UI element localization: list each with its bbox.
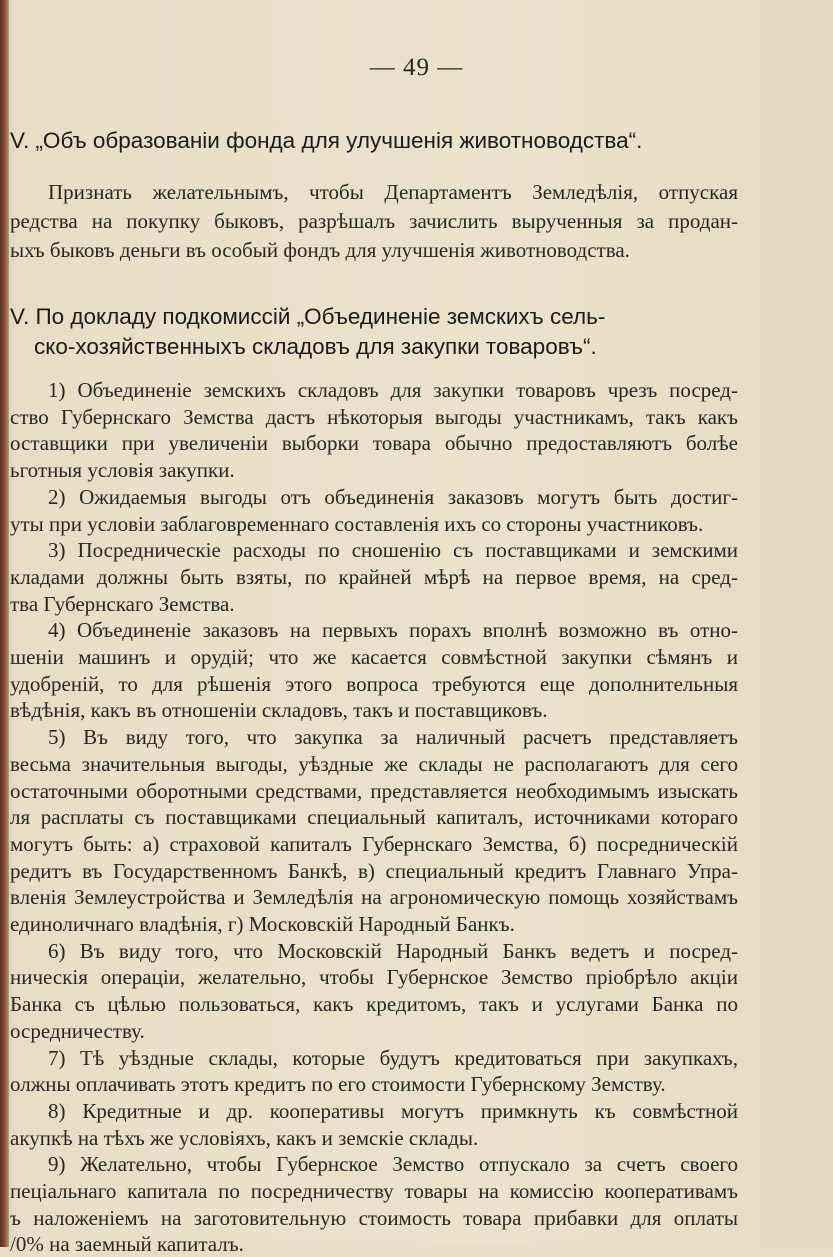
text-line: осредничеству. — [10, 1018, 145, 1043]
text-line: 3) Посредническіе расходы по сношенію съ поставщиками и земскими — [48, 538, 738, 563]
text-line: Банка съ цѣлью пользоваться, какъ кредитомъ, такъ и услугами Банка по — [10, 992, 738, 1017]
text-line: остаточными оборотными средствами, представляется необходимымъ изыскать — [10, 778, 738, 803]
section-heading-warehouses-line1: V. По докладу подкомиссій „Объединеніе земскихъ сель- — [10, 304, 606, 329]
section-heading-fund — [10, 128, 810, 158]
text-line: 7) Тѣ уѣздные склады, которые будутъ кредитоваться при закупкахъ, — [48, 1045, 738, 1070]
text-line: 5) Въ виду того, что закупка за наличный расчетъ представляетъ — [48, 725, 738, 750]
text-line: вѣдѣнія, какъ въ отношеніи складовъ, такъ и поставщиковъ. — [10, 698, 548, 723]
text-line: кладами должны быть взяты, по крайней мѣрѣ на первое время, на сред- — [10, 564, 738, 589]
section-heading-warehouses-line2: ско-хозяйственныхъ складовъ для закупки товаровъ“. — [34, 334, 597, 359]
text-line: редства на покупку быковъ, разрѣшалъ зачислить вырученныя за продан- — [10, 209, 738, 233]
text-line: редитъ въ Государственномъ Банкѣ, в) специальный кредитъ Главнаго Упра- — [10, 858, 738, 883]
text-line: 2) Ожидаемыя выгоды отъ объединенія заказовъ могутъ быть достиг- — [48, 484, 738, 509]
text-line: Признать желательнымъ, чтобы Департаментъ Земледѣлія, отпуская — [48, 180, 738, 204]
text-line: ыхъ быковъ деньги въ особый фондъ для улучшенія животноводства. — [10, 238, 630, 262]
text-line: уты при условіи заблаговременнаго составленія ихъ со стороны участниковъ. — [10, 511, 704, 536]
text-line: 4) Объединеніе заказовъ на первыхъ порахъ вполнѣ возможно въ отно- — [48, 618, 738, 643]
text-line: олжны оплачивать этотъ кредитъ по его стоимости Губернскому Земству. — [10, 1072, 666, 1097]
text-line: /0% на заемный капиталъ. — [10, 1232, 244, 1257]
text-line: пеціальнаго капитала по посредничеству товары на комиссію кооперативамъ — [10, 1179, 738, 1203]
text-line: ъ наложеніемъ на заготовительную стоимость товара прибавки для оплаты — [10, 1205, 738, 1230]
text-line: шеніи машинъ и орудій; что же касается совмѣстной закупки сѣмянъ и — [10, 645, 738, 669]
text-line: 6) Въ виду того, что Московскій Народный Банкъ ведетъ и посред- — [48, 938, 738, 963]
text-line: могутъ быть: а) страховой капиталъ Губернскаго Земства, б) посредническій — [10, 831, 738, 856]
text-line: весьма значительныя выгоды, уѣздные же склады не располагаютъ для сего — [10, 751, 738, 776]
text-line: 9) Желательно, чтобы Губернское Земство отпускало за счетъ своего — [48, 1152, 738, 1177]
text-line: ническія операціи, желательно, чтобы Губернское Земство пріобрѣло акціи — [10, 965, 738, 990]
text-line: удобреній, то для рѣшенія этого вопроса требуются еще дополнительныя — [10, 671, 738, 696]
text-line: 1) Объединеніе земскихъ складовъ для закупки товаровъ чрезъ посред- — [48, 378, 738, 402]
text-line: вленія Землеустройства и Земледѣлія на агрономическую помощь хозяйствамъ — [10, 885, 738, 910]
section-heading-warehouses — [10, 304, 810, 374]
book-spine-edge — [0, 0, 9, 1247]
section-heading-fund-text: V. „Объ образованіи фонда для улучшенія животноводства“. — [10, 128, 643, 153]
text-line: единоличнаго владѣнія, г) Московскій Народный Банкъ. — [10, 912, 515, 936]
text-line: акупкѣ на тѣхъ же условіяхъ, какъ и земскіе склады. — [10, 1125, 479, 1150]
text-line: ство Губернскаго Земства дастъ нѣкоторыя выгоды участникамъ, такъ какъ — [10, 404, 738, 429]
text-line: тва Губернскаго Земства. — [10, 591, 235, 616]
text-line: оставщики при увеличеніи выборки товара обычно предоставляютъ болѣе — [10, 431, 738, 456]
text-line: ля расплаты съ поставщиками специальный капиталъ, источниками котораго — [10, 805, 738, 830]
page-number: — 49 — — [369, 54, 464, 81]
text-line: ьготныя условія закупки. — [10, 458, 235, 483]
text-line: 8) Кредитные и др. кооперативы могутъ примкнуть къ совмѣстной — [48, 1098, 738, 1123]
